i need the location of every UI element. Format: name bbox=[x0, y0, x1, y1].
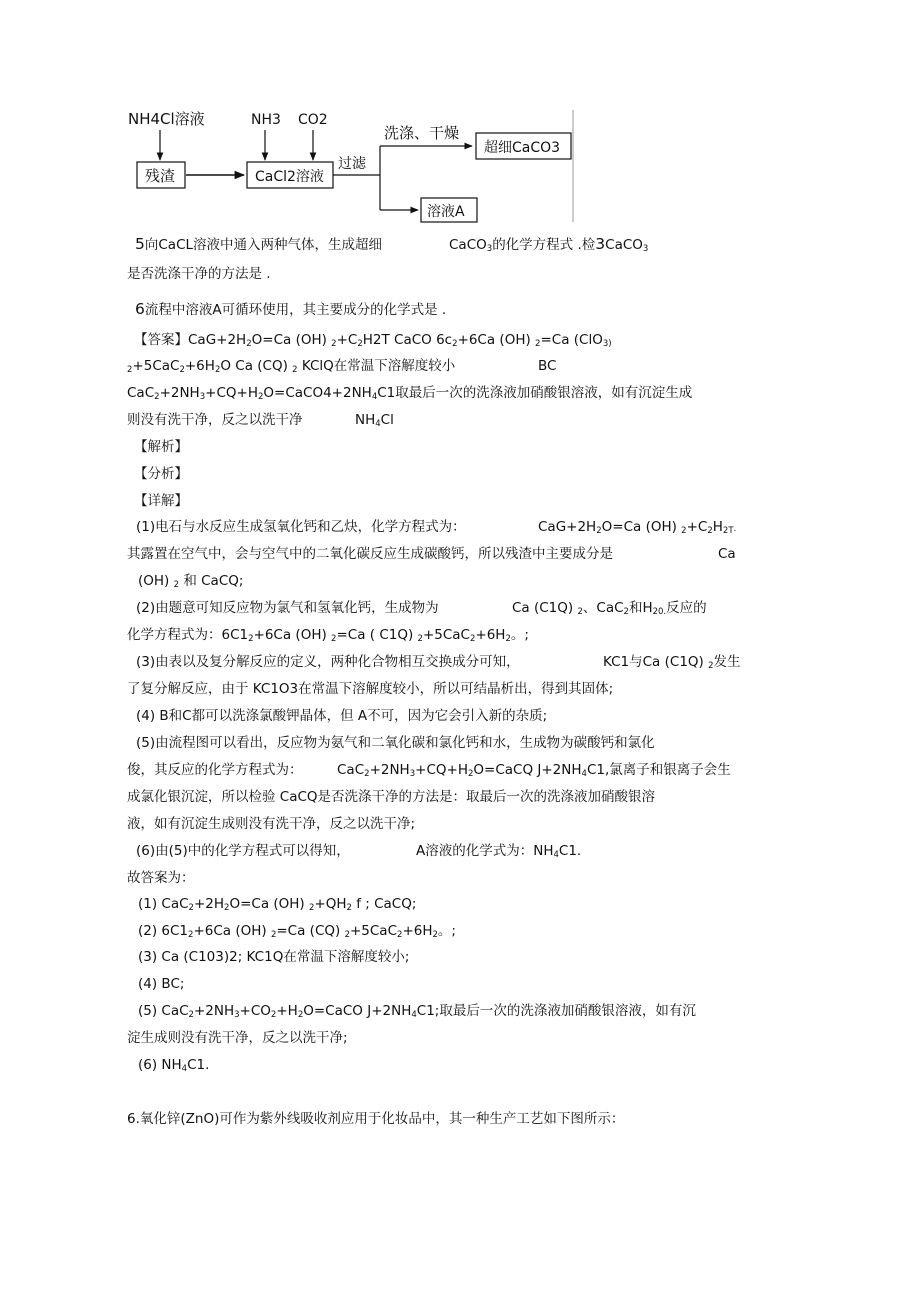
label-wash-dry: 洗涤、干燥 bbox=[384, 124, 460, 142]
question-5-formula: CaCO$_3$的化学方程式 .检3CaCO$_3$ bbox=[449, 235, 649, 254]
detail-1b: 其露置在空气中，会与空气中的二氧化碳反应生成碳酸钙，所以残渣中主要成分是 bbox=[127, 546, 613, 562]
input-nh4cl-label: NH4Cl溶液 bbox=[128, 110, 205, 128]
detail-5c: 成氯化银沉淀，所以检验 CaCQ是否洗涤干净的方法是：取最后一次的洗涤液加硝酸银溶 bbox=[127, 789, 656, 805]
box-cacl2-label: CaCl2溶液 bbox=[255, 169, 324, 185]
final-4: (4) BC; bbox=[138, 976, 185, 992]
question-5-line2: 是否洗涤干净的方法是 . bbox=[127, 266, 271, 282]
detail-1: (1)电石与水反应生成氢氧化钙和乙炔，化学方程式为： bbox=[136, 519, 466, 535]
final-intro: 故答案为： bbox=[127, 870, 195, 886]
detail-2: (2)由题意可知反应物为氯气和氢氧化钙，生成物为 bbox=[136, 600, 439, 616]
detail-5b: 俊，其反应的化学方程式为： bbox=[127, 762, 303, 778]
box-product-label: 超细CaCO3 bbox=[484, 140, 561, 156]
input-nh3-label: NH3 bbox=[251, 112, 281, 128]
box-solution-a-label: 溶液A bbox=[427, 204, 465, 220]
final-3: (3) Ca (C103)2; KC1Q在常温下溶解度较小; bbox=[138, 949, 410, 965]
detail-1b-ca: Ca bbox=[718, 546, 736, 562]
question-6: 6流程中溶液A可循环使用，其主要成分的化学式是 . bbox=[135, 300, 447, 318]
box-residue-label: 残渣 bbox=[145, 167, 176, 185]
detail-1c: (OH) $_2$ 和 CaCQ; bbox=[138, 573, 244, 590]
detail-2-formula: Ca (C1Q) $_2$、CaC$_2$和$H_{20.}$反应的 bbox=[512, 600, 707, 617]
heading-fenxi: 【分析】 bbox=[134, 466, 188, 482]
detail-3b: 了复分解反应，由于 KC1O3在常温下溶解度较小，所以可结晶析出，得到其固体; bbox=[127, 681, 614, 697]
detail-5d: 液，如有沉淀生成则没有洗干净，反之以洗干净; bbox=[127, 816, 416, 832]
heading-jiexi: 【解析】 bbox=[134, 439, 188, 455]
answer-line-4: 则没有洗干净，反之以洗干净 bbox=[127, 412, 303, 428]
detail-3: (3)由表以及复分解反应的定义，两种化合物相互交换成分可知， bbox=[136, 654, 520, 670]
answer-bc: BC bbox=[538, 358, 557, 374]
detail-6-formula: A溶液的化学式为：$NH_4C1$. bbox=[416, 843, 582, 860]
detail-2b: 化学方程式为：$6C1_2+6Ca$ (OH) $_2$=Ca ( C1Q) $_2+5CaC_2+6H_2$。; bbox=[127, 627, 529, 644]
label-filter: 过滤 bbox=[338, 156, 366, 172]
heading-xiangjie: 【详解】 bbox=[134, 493, 188, 509]
answer-line-1: 【答案】$CaG+2H_2O=Ca$ (OH) $_2+C_2H2T$ CaCO $6c_2+6Ca$ (OH) $_2$=Ca (ClO$_{3)}$ bbox=[134, 332, 612, 349]
detail-6: (6)由(5)中的化学方程式可以得知， bbox=[136, 843, 350, 859]
final-5b: 淀生成则没有洗干净，反之以洗干净; bbox=[127, 1030, 348, 1046]
process-flow-diagram bbox=[0, 0, 920, 230]
answer-line-3: $CaC_2+2NH_3+CQ+H_2O=CaCO4+2NH_4C1$取最后一次的洗涤液加硝酸银溶液，如有沉淀生成 bbox=[127, 385, 693, 402]
detail-3-formula: KC1与Ca (C1Q) $_2$发生 bbox=[603, 654, 741, 671]
answer-nh4cl: $NH_4Cl$ bbox=[355, 412, 394, 429]
detail-1-formula: $CaG+2H_2O=Ca$ (OH) $_2+C_2H_{2T}$. bbox=[538, 519, 737, 536]
detail-4: (4) B和C都可以洗涤氯酸钾晶体，但 A不可，因为它会引入新的杂质; bbox=[136, 708, 548, 724]
question-5: 5向CaCL溶液中通入两种气体，生成超细 bbox=[135, 235, 383, 253]
answer-line-2: $_2+5CaC_2+6H_2O$ Ca (CQ) $_2$ KClQ在常温下溶解度较小 bbox=[127, 358, 456, 375]
final-6: (6) $NH_4C1$. bbox=[138, 1057, 210, 1074]
input-co2-label: CO2 bbox=[298, 112, 328, 128]
final-5: (5) $CaC_2+2NH_3+CO_2+H_2O=CaCO$ $J+2NH_4C1$;取最后一次的洗涤液加硝酸银溶液，如有沉 bbox=[138, 1003, 696, 1020]
detail-5b-formula: $CaC_2+2NH_3+CQ+H_2O=CaCQ$ $J+2NH_4C1$,氯离子和银离子会生 bbox=[337, 762, 731, 779]
final-2: (2) $6C1_2+6Ca$ (OH) $_2$=Ca (CQ) $_2+5CaC_2+6H_2$。; bbox=[138, 923, 456, 940]
final-1: (1) $CaC_2+2H_2O=Ca$ (OH) $_2+QH_2$ f ; CaCQ; bbox=[138, 896, 417, 913]
detail-5: (5)由流程图可以看出，反应物为氨气和二氧化碳和氯化钙和水，生成物为碳酸钙和氯化 bbox=[136, 735, 655, 751]
next-question-6: 6.氧化锌(ZnO)可作为紫外线吸收剂应用于化妆品中，其一种生产工艺如下图所示： bbox=[127, 1111, 625, 1127]
